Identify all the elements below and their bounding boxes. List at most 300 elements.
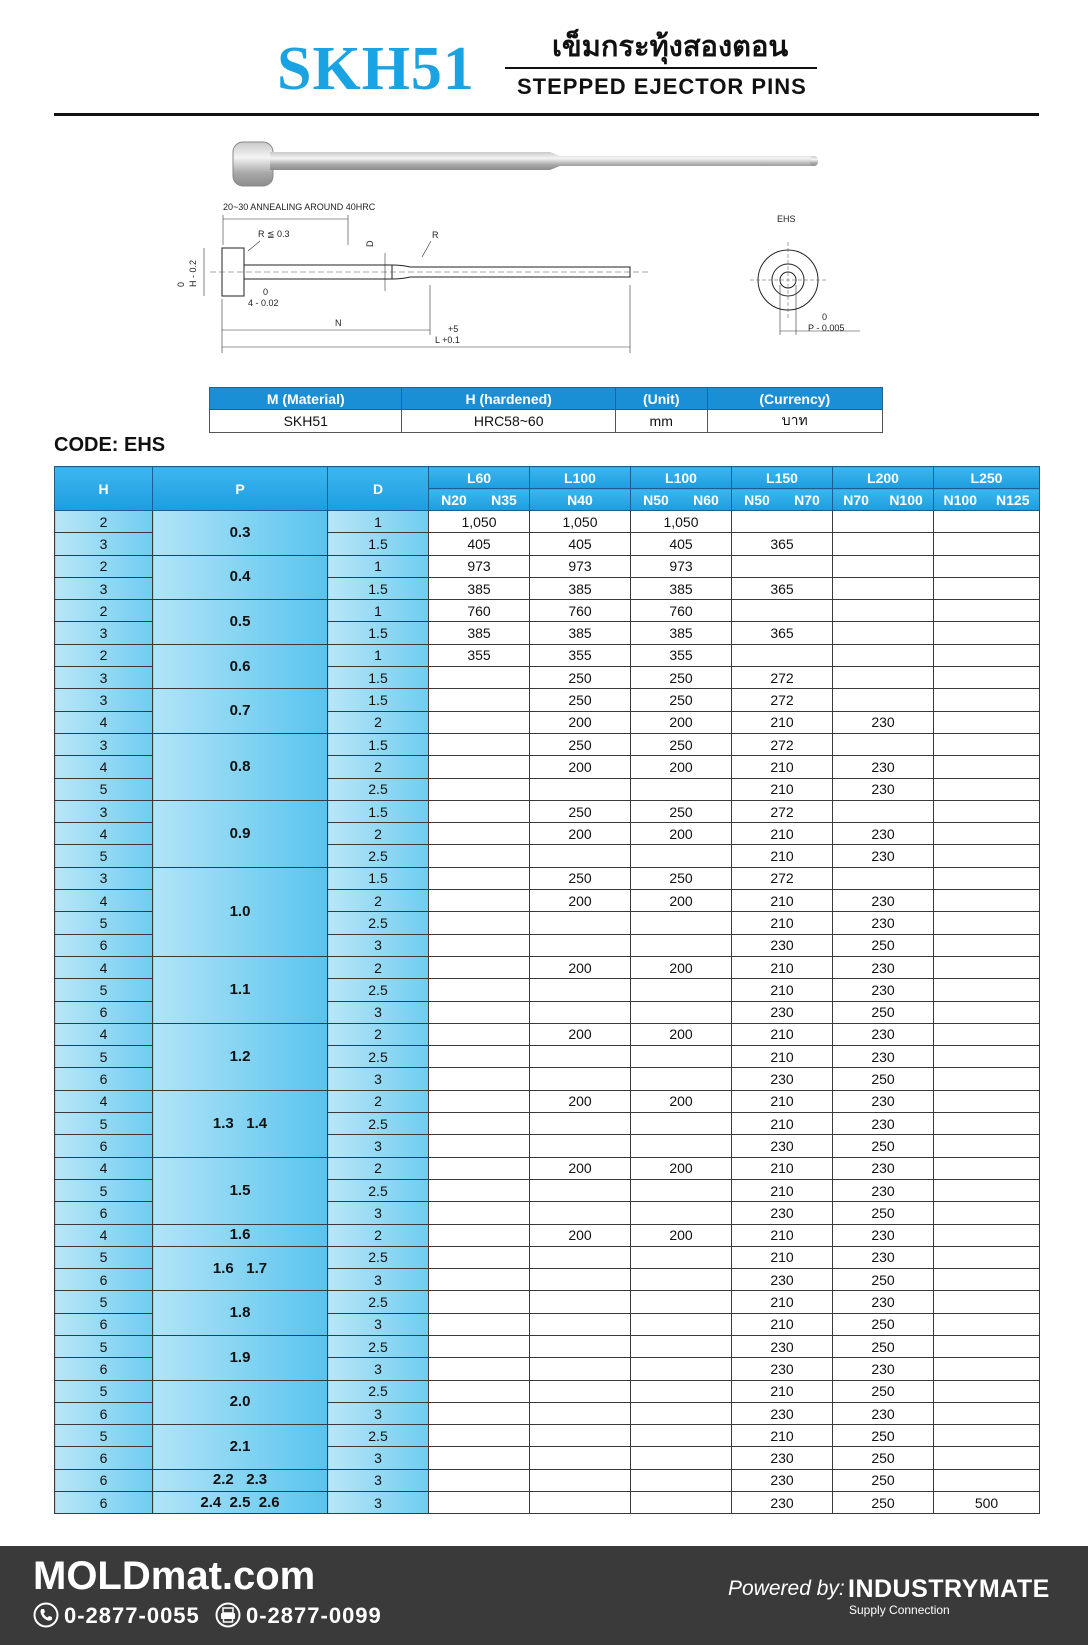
price-cell: 250 <box>833 1269 934 1291</box>
price-cell <box>631 1492 732 1514</box>
price-cell: 355 <box>631 644 732 666</box>
cell-h: 6 <box>55 1202 153 1224</box>
n-value: N50 <box>643 491 669 508</box>
price-cell: 230 <box>732 1447 833 1469</box>
price-cell <box>631 1358 732 1380</box>
price-cell: 210 <box>732 1113 833 1135</box>
price-cell: 210 <box>732 979 833 1001</box>
header-n <box>833 489 934 511</box>
n-value: N40 <box>567 491 593 508</box>
cell-h: 3 <box>55 733 153 755</box>
price-cell <box>429 800 530 822</box>
header-n <box>732 489 833 511</box>
l-tolerance-top: +5 <box>448 324 459 334</box>
price-cell <box>631 1068 732 1090</box>
price-cell: 230 <box>833 1090 934 1112</box>
price-cell <box>833 644 934 666</box>
price-cell <box>833 733 934 755</box>
price-cell <box>631 979 732 1001</box>
cell-p: 2.1 <box>153 1425 328 1470</box>
price-cell <box>934 1380 1040 1402</box>
price-cell: 230 <box>833 1023 934 1045</box>
company-tagline: Supply Connection <box>849 1603 950 1617</box>
material-header: M (Material) <box>210 388 402 410</box>
cell-h: 6 <box>55 1469 153 1491</box>
price-cell <box>934 1469 1040 1491</box>
price-cell <box>429 1469 530 1491</box>
price-cell: 230 <box>833 956 934 978</box>
table-row <box>55 644 1040 666</box>
cell-h: 5 <box>55 778 153 800</box>
price-cell: 272 <box>732 800 833 822</box>
cell-p: 0.6 <box>153 644 328 689</box>
price-cell: 230 <box>833 778 934 800</box>
price-cell <box>429 1135 530 1157</box>
cell-p: 2.2 2.3 <box>153 1469 328 1491</box>
cell-p: 1.6 1.7 <box>153 1246 328 1291</box>
price-cell <box>934 778 1040 800</box>
cell-d: 3 <box>328 1313 429 1335</box>
cell-h: 3 <box>55 622 153 644</box>
price-table <box>54 466 1040 1514</box>
price-cell <box>934 555 1040 577</box>
cell-h: 4 <box>55 756 153 778</box>
price-cell <box>934 1402 1040 1424</box>
cell-h: 3 <box>55 867 153 889</box>
cell-h: 6 <box>55 1269 153 1291</box>
price-cell <box>429 956 530 978</box>
cell-h: 4 <box>55 1157 153 1179</box>
table-row <box>55 1090 1040 1112</box>
fax-icon <box>215 1602 241 1628</box>
price-cell <box>934 622 1040 644</box>
price-cell <box>934 1157 1040 1179</box>
header-length: L60 <box>429 467 530 489</box>
price-cell: 210 <box>732 823 833 845</box>
price-cell: 250 <box>833 1492 934 1514</box>
price-cell <box>732 555 833 577</box>
price-cell: 272 <box>732 867 833 889</box>
price-cell <box>934 1113 1040 1135</box>
price-cell: 230 <box>732 1135 833 1157</box>
price-cell: 210 <box>732 1425 833 1447</box>
price-cell <box>429 867 530 889</box>
price-cell <box>934 845 1040 867</box>
price-cell <box>530 1425 631 1447</box>
price-cell <box>833 667 934 689</box>
price-cell: 200 <box>631 956 732 978</box>
price-cell <box>530 979 631 1001</box>
cell-d: 1 <box>328 644 429 666</box>
cell-h: 5 <box>55 1046 153 1068</box>
price-cell: 365 <box>732 533 833 555</box>
price-cell: 210 <box>732 1179 833 1201</box>
cell-h: 5 <box>55 1380 153 1402</box>
price-cell <box>429 1335 530 1357</box>
cell-d: 1.5 <box>328 689 429 711</box>
price-cell <box>429 1046 530 1068</box>
cell-h: 6 <box>55 1001 153 1023</box>
cell-d: 2 <box>328 823 429 845</box>
annealing-note: 20~30 ANNEALING AROUND 40HRC <box>223 202 376 212</box>
n-value: N35 <box>491 491 517 508</box>
price-cell <box>833 511 934 533</box>
cell-d: 1 <box>328 555 429 577</box>
cell-h: 5 <box>55 845 153 867</box>
price-cell <box>429 1402 530 1424</box>
table-row <box>55 1291 1040 1313</box>
cell-h: 2 <box>55 555 153 577</box>
cell-d: 3 <box>328 1447 429 1469</box>
price-cell: 210 <box>732 1023 833 1045</box>
cell-d: 2.5 <box>328 1380 429 1402</box>
price-cell <box>530 778 631 800</box>
price-cell <box>934 1179 1040 1201</box>
price-cell <box>530 1246 631 1268</box>
cell-d: 2 <box>328 1157 429 1179</box>
table-row <box>55 1425 1040 1447</box>
h-tolerance: H - 0.2 <box>188 259 198 287</box>
cell-h: 3 <box>55 577 153 599</box>
price-cell <box>429 1113 530 1135</box>
table-row <box>55 1157 1040 1179</box>
cell-h: 4 <box>55 1224 153 1246</box>
cell-h: 4 <box>55 890 153 912</box>
price-cell <box>934 912 1040 934</box>
l-tolerance: L +0.1 <box>435 335 460 345</box>
price-cell: 973 <box>631 555 732 577</box>
price-cell <box>429 1447 530 1469</box>
price-cell <box>732 644 833 666</box>
price-cell <box>429 934 530 956</box>
cell-h: 2 <box>55 511 153 533</box>
cell-d: 2.5 <box>328 1113 429 1135</box>
price-cell <box>934 1335 1040 1357</box>
price-cell: 230 <box>732 1492 833 1514</box>
price-cell: 405 <box>631 533 732 555</box>
unit-header: (Unit) <box>615 388 707 410</box>
cell-h: 6 <box>55 1313 153 1335</box>
price-cell: 1,050 <box>631 511 732 533</box>
phone-number: 0-2877-0055 <box>64 1603 200 1628</box>
cell-p: 2.0 <box>153 1380 328 1425</box>
cell-d: 2.5 <box>328 1179 429 1201</box>
price-cell <box>530 1291 631 1313</box>
price-cell <box>631 1425 732 1447</box>
table-row <box>55 555 1040 577</box>
price-cell: 230 <box>833 1358 934 1380</box>
price-cell <box>631 1135 732 1157</box>
price-cell <box>934 1246 1040 1268</box>
cell-d: 3 <box>328 1358 429 1380</box>
cell-h: 6 <box>55 1447 153 1469</box>
price-cell: 200 <box>530 1224 631 1246</box>
price-cell: 250 <box>530 867 631 889</box>
price-cell <box>429 912 530 934</box>
price-cell: 230 <box>833 845 934 867</box>
r-label: R <box>432 230 439 240</box>
price-cell: 250 <box>631 867 732 889</box>
price-cell: 210 <box>732 1291 833 1313</box>
d-label: D <box>365 240 375 247</box>
price-cell <box>429 1269 530 1291</box>
price-cell <box>934 1447 1040 1469</box>
price-cell: 250 <box>833 1313 934 1335</box>
price-cell: 230 <box>732 1202 833 1224</box>
cell-h: 4 <box>55 956 153 978</box>
cell-d: 1.5 <box>328 867 429 889</box>
header-n <box>429 489 530 511</box>
price-cell <box>530 1469 631 1491</box>
price-cell <box>934 577 1040 599</box>
price-cell: 230 <box>833 1402 934 1424</box>
price-cell <box>631 1046 732 1068</box>
cell-d: 2 <box>328 1224 429 1246</box>
table-row <box>55 867 1040 889</box>
price-cell <box>530 1001 631 1023</box>
price-cell: 250 <box>530 733 631 755</box>
cell-p: 1.2 <box>153 1023 328 1090</box>
cell-h: 4 <box>55 1023 153 1045</box>
price-cell <box>631 1269 732 1291</box>
brand-name: MOLDmat.com <box>33 1554 316 1598</box>
ejector-pin-illustration <box>225 140 875 200</box>
price-cell <box>631 1402 732 1424</box>
price-cell: 200 <box>530 1090 631 1112</box>
price-cell <box>530 1380 631 1402</box>
cell-h: 6 <box>55 934 153 956</box>
price-cell <box>530 1492 631 1514</box>
price-cell <box>429 823 530 845</box>
price-cell <box>934 756 1040 778</box>
subtitle-underline <box>505 67 817 69</box>
price-cell: 210 <box>732 1224 833 1246</box>
price-cell <box>833 600 934 622</box>
price-cell: 230 <box>833 890 934 912</box>
cell-d: 2 <box>328 711 429 733</box>
price-cell <box>934 1269 1040 1291</box>
n-value: N20 <box>441 491 467 508</box>
n-label: N <box>335 318 342 328</box>
header-length: L200 <box>833 467 934 489</box>
cell-d: 1.5 <box>328 800 429 822</box>
header-length: L150 <box>732 467 833 489</box>
price-cell <box>429 1202 530 1224</box>
price-cell <box>934 1358 1040 1380</box>
end-view-label: EHS <box>777 214 796 224</box>
price-cell <box>530 1447 631 1469</box>
price-cell: 230 <box>833 979 934 1001</box>
cell-p: 0.8 <box>153 733 328 800</box>
price-cell <box>934 533 1040 555</box>
cell-d: 2 <box>328 956 429 978</box>
n-value: N100 <box>943 491 977 508</box>
price-cell <box>530 1046 631 1068</box>
price-cell: 250 <box>833 1202 934 1224</box>
cell-d: 3 <box>328 1068 429 1090</box>
subtitle-thai: เข็มกระทุ้งสองตอน <box>552 31 789 63</box>
table-row <box>55 956 1040 978</box>
price-cell <box>429 1246 530 1268</box>
price-cell <box>934 711 1040 733</box>
cell-h: 5 <box>55 1335 153 1357</box>
cell-d: 2.5 <box>328 1425 429 1447</box>
cell-h: 6 <box>55 1402 153 1424</box>
price-cell <box>530 1179 631 1201</box>
price-cell: 210 <box>732 956 833 978</box>
price-cell <box>833 689 934 711</box>
cell-d: 2 <box>328 1023 429 1045</box>
price-cell: 250 <box>631 800 732 822</box>
cell-h: 3 <box>55 800 153 822</box>
price-cell <box>934 979 1040 1001</box>
price-cell <box>934 1068 1040 1090</box>
price-cell <box>429 1179 530 1201</box>
n-value: N125 <box>996 491 1030 508</box>
header-n <box>631 489 732 511</box>
price-cell: 385 <box>530 577 631 599</box>
price-cell: 250 <box>833 1469 934 1491</box>
cell-h: 5 <box>55 1113 153 1135</box>
price-cell <box>934 1001 1040 1023</box>
price-cell: 210 <box>732 1046 833 1068</box>
price-cell: 250 <box>833 934 934 956</box>
hardened-value: HRC58~60 <box>402 410 615 433</box>
powered-by-label: Powered by: <box>728 1577 845 1600</box>
table-row <box>55 511 1040 533</box>
price-cell: 200 <box>631 756 732 778</box>
cell-h: 5 <box>55 912 153 934</box>
cell-p: 2.4 2.5 2.6 <box>153 1492 328 1514</box>
header-divider <box>54 113 1039 116</box>
head-tolerance-zero: 0 <box>263 287 269 297</box>
price-cell <box>631 934 732 956</box>
fax-number: 0-2877-0099 <box>246 1603 382 1628</box>
price-cell <box>934 1224 1040 1246</box>
price-table-body <box>55 511 1040 1514</box>
table-row <box>55 689 1040 711</box>
table-row <box>55 1246 1040 1268</box>
cell-d: 2.5 <box>328 845 429 867</box>
cell-p: 1.6 <box>153 1224 328 1246</box>
price-cell: 200 <box>631 890 732 912</box>
price-cell: 210 <box>732 1380 833 1402</box>
page-title: SKH51 <box>277 35 475 103</box>
price-cell <box>530 912 631 934</box>
price-cell: 230 <box>732 1358 833 1380</box>
price-cell <box>429 711 530 733</box>
price-cell <box>732 600 833 622</box>
price-cell <box>631 1335 732 1357</box>
price-cell <box>934 1135 1040 1157</box>
price-cell: 355 <box>429 644 530 666</box>
price-cell <box>429 1313 530 1335</box>
header-n <box>530 489 631 511</box>
price-cell <box>934 956 1040 978</box>
n-value: N60 <box>693 491 719 508</box>
price-cell <box>530 1335 631 1357</box>
price-cell: 250 <box>833 1135 934 1157</box>
price-cell: 760 <box>429 600 530 622</box>
currency-value: บาท <box>707 410 882 433</box>
price-cell <box>631 912 732 934</box>
price-cell: 230 <box>833 823 934 845</box>
cell-p: 1.5 <box>153 1157 328 1224</box>
price-cell: 200 <box>530 823 631 845</box>
price-cell: 230 <box>833 912 934 934</box>
cell-h: 6 <box>55 1068 153 1090</box>
cell-d: 3 <box>328 1469 429 1491</box>
cell-d: 1.5 <box>328 733 429 755</box>
cell-d: 3 <box>328 1492 429 1514</box>
cell-d: 2.5 <box>328 1291 429 1313</box>
price-cell: 500 <box>934 1492 1040 1514</box>
cell-h: 5 <box>55 979 153 1001</box>
price-cell: 385 <box>530 622 631 644</box>
price-cell <box>631 845 732 867</box>
price-cell <box>934 1425 1040 1447</box>
price-cell <box>631 1380 732 1402</box>
cell-h: 4 <box>55 823 153 845</box>
price-cell: 200 <box>631 1157 732 1179</box>
price-cell: 200 <box>530 1157 631 1179</box>
price-cell: 210 <box>732 778 833 800</box>
price-cell <box>934 1046 1040 1068</box>
price-cell: 210 <box>732 890 833 912</box>
cell-d: 1.5 <box>328 622 429 644</box>
price-cell: 250 <box>833 1447 934 1469</box>
technical-drawing <box>176 202 910 375</box>
cell-p: 1.8 <box>153 1291 328 1336</box>
price-cell: 973 <box>530 555 631 577</box>
price-cell <box>934 890 1040 912</box>
price-cell <box>934 1291 1040 1313</box>
price-cell <box>934 733 1040 755</box>
price-cell: 230 <box>732 1269 833 1291</box>
price-cell: 355 <box>530 644 631 666</box>
cell-h: 6 <box>55 1492 153 1514</box>
price-cell: 250 <box>833 1380 934 1402</box>
price-cell: 230 <box>833 1224 934 1246</box>
price-cell <box>631 1313 732 1335</box>
price-cell <box>429 1380 530 1402</box>
cell-p: 0.5 <box>153 600 328 645</box>
price-cell <box>934 823 1040 845</box>
price-cell: 210 <box>732 1090 833 1112</box>
price-cell <box>631 778 732 800</box>
price-cell <box>429 667 530 689</box>
price-cell: 230 <box>732 1068 833 1090</box>
n-value: N70 <box>843 491 869 508</box>
price-cell <box>429 1425 530 1447</box>
price-cell <box>530 934 631 956</box>
price-cell: 272 <box>732 689 833 711</box>
header-length: L100 <box>631 467 732 489</box>
price-cell <box>934 934 1040 956</box>
cell-h: 3 <box>55 533 153 555</box>
price-cell <box>429 1358 530 1380</box>
price-cell <box>530 1068 631 1090</box>
cell-d: 2.5 <box>328 1335 429 1357</box>
price-cell: 210 <box>732 1246 833 1268</box>
price-cell <box>934 1202 1040 1224</box>
cell-p: 0.9 <box>153 800 328 867</box>
price-cell <box>429 1001 530 1023</box>
table-row <box>55 733 1040 755</box>
header-n <box>934 489 1040 511</box>
cell-d: 3 <box>328 1135 429 1157</box>
price-cell <box>429 756 530 778</box>
